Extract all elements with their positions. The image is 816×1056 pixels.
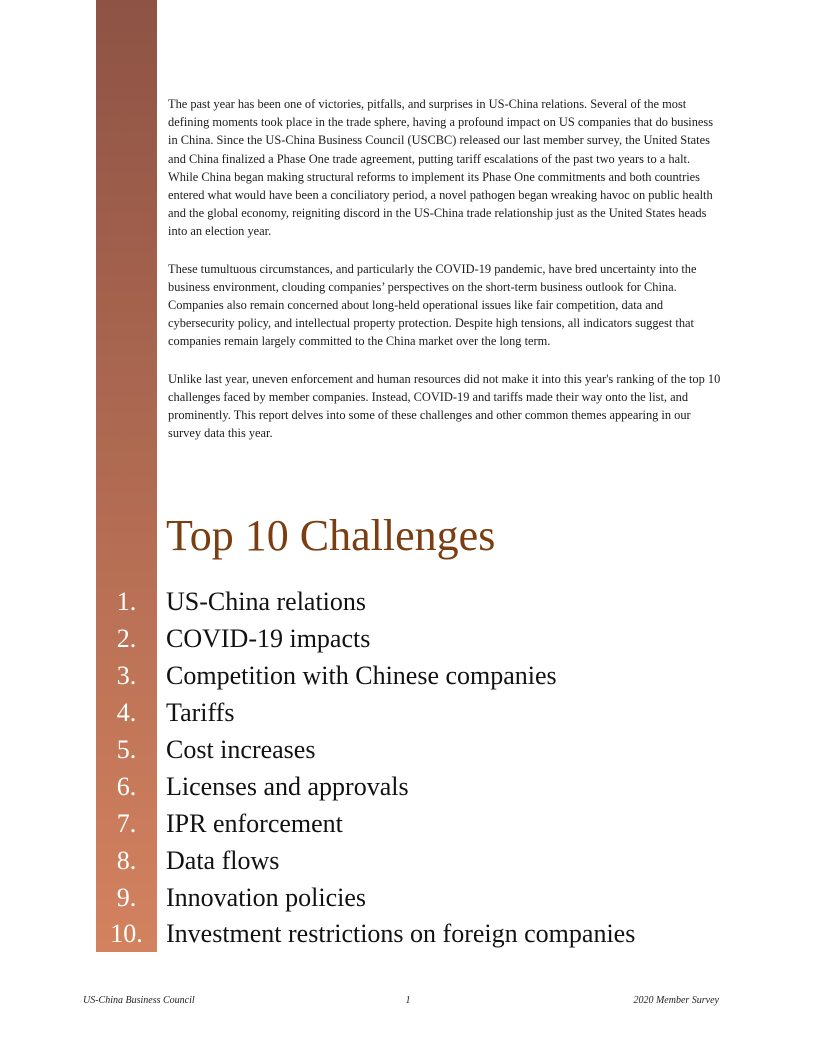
intro-paragraph-1: The past year has been one of victories, pitfalls, and surprises in US-China relations. Several of the most defining moments took place in the trade sphere, having a profound impact on US companies that do business in China. Since the US-China Business Council (USCBC) released our last member survey, the United States and China finalized a Phase One trade agreement, putting tariff escalations of the past two years to a halt. While China began making structural reforms to implement its Phase One commitments and both countries entered what would have been a conciliatory period, a novel pathogen began wreaking havoc on public health and the global economy, reigniting discord in the US-China trade relationship just as the United States heads into an election year. [168, 97, 714, 239]
challenge-number: 7. [116, 808, 137, 838]
challenge-list [96, 584, 736, 953]
challenge-item-9 [96, 879, 736, 916]
footer-report-title: 2020 Member Survey [633, 995, 719, 1006]
intro-paragraph-3: Unlike last year, uneven enforcement and human resources did not make it into this year's ranking of the top 10 challenges faced by member companies. Instead, COVID-19 and tariffs made their way onto the list, and prominently. This report delves into some of these challenges and other common themes appearing in our survey data this year. [168, 371, 721, 441]
challenge-number: 5. [116, 735, 137, 764]
challenge-label: Innovation policies [166, 882, 367, 912]
challenge-item-8 [96, 842, 736, 879]
challenge-item-7 [96, 805, 736, 842]
challenge-number: 4. [116, 698, 137, 728]
challenge-item-4 [96, 695, 736, 732]
challenge-number: 8. [116, 845, 137, 875]
challenge-label: Licenses and approvals [166, 771, 409, 801]
challenge-item-3 [96, 658, 736, 695]
challenge-label: Tariffs [166, 698, 235, 728]
challenge-label: Competition with Chinese companies [166, 661, 557, 691]
section-title: Top 10 Challenges [166, 511, 496, 560]
challenge-number: 10. [110, 919, 143, 949]
challenge-label: Data flows [166, 845, 280, 875]
challenge-label: US-China relations [166, 587, 367, 617]
challenge-number: 2. [116, 624, 137, 654]
challenge-item-2 [96, 621, 736, 658]
challenge-number: 3. [116, 661, 137, 691]
challenge-label: IPR enforcement [166, 808, 343, 838]
challenge-label: Cost increases [166, 735, 316, 764]
challenge-item-5 [96, 732, 736, 769]
intro-text [168, 95, 723, 461]
footer-organization: US-China Business Council [83, 995, 195, 1006]
page-footer [0, 995, 816, 1009]
challenge-label: Investment restrictions on foreign companies [166, 919, 636, 949]
challenge-number: 6. [116, 771, 137, 801]
challenge-number: 9. [116, 882, 137, 912]
challenge-label: COVID-19 impacts [166, 624, 371, 654]
challenge-item-10 [96, 916, 736, 953]
intro-paragraph-2: These tumultuous circumstances, and particularly the COVID-19 pandemic, have bred uncertainty into the business environment, clouding companies’ perspectives on the short-term business outlook for China. Companies also remain concerned about long-held operational issues like fair competition, data and cybersecurity policy, and intellectual property protection. Despite high tensions, all indicators suggest that companies remain largely committed to the China market over the long term. [168, 261, 697, 349]
challenge-item-6 [96, 768, 736, 805]
challenge-number: 1. [116, 587, 137, 617]
challenge-item-1 [96, 584, 736, 621]
footer-page-number: 1 [405, 995, 411, 1006]
